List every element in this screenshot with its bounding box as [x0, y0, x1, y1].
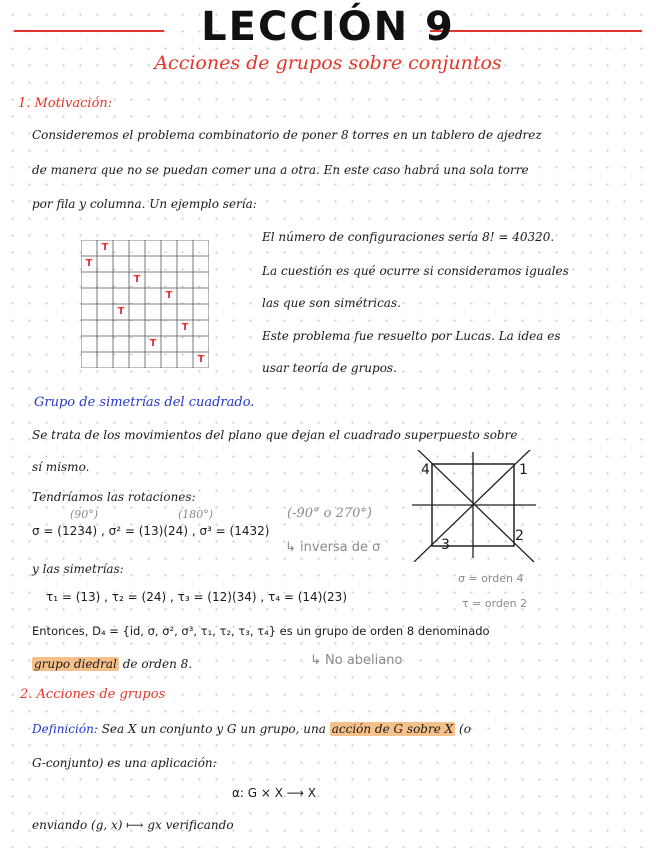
rook-mark: T [85, 258, 93, 269]
conclusion-line: Entonces, D₄ = {id, σ, σ², σ³, τ₁, τ₂, τ₃, τ₄} es un grupo de orden 8 denominado [32, 624, 490, 638]
section-actions-heading: 2. Acciones de grupos [20, 687, 166, 702]
action-map: α: G × X ⟶ X [232, 786, 317, 800]
side-line: las que son simétricas. [262, 296, 401, 310]
rook-mark: T [149, 338, 157, 349]
rotations-label: Tendríamos las rotaciones: [32, 490, 196, 504]
rook-mark: T [117, 306, 125, 317]
symmetry-group-heading: Grupo de simetrías del cuadrado. [34, 395, 255, 410]
rook-mark: T [165, 290, 173, 301]
order-note-sigma: σ = orden 4 [458, 572, 524, 585]
definition-highlight: acción de G sobre X [331, 722, 454, 736]
rook-mark: T [197, 354, 205, 365]
definition-label: Definición: [32, 722, 98, 736]
vertex-label-4: 4 [421, 462, 430, 478]
rook-mark: T [133, 274, 141, 285]
vertex-label-1: 1 [519, 462, 528, 478]
page-title: LECCIÓN 9 [201, 4, 455, 50]
section-motivation-heading: 1. Motivación: [18, 96, 113, 111]
rotations-formula: σ = (1234) , σ² = (13)(24) , σ³ = (1432) [32, 524, 270, 538]
paragraph-line: Consideremos el problema combinatorio de poner 8 torres en un tablero de ajedrez [32, 128, 542, 142]
last-line: enviando (g, x) ⟼ gx verificando [32, 818, 234, 832]
order-note-tau: τ = orden 2 [462, 597, 528, 610]
side-line: usar teoría de grupos. [262, 361, 397, 375]
page-subtitle: Acciones de grupos sobre conjuntos [154, 52, 502, 74]
dihedral-highlight: grupo diedral [34, 657, 117, 671]
rook-mark: T [101, 242, 109, 253]
dihedral-line [32, 657, 192, 671]
symmetries-label: y las simetrías: [32, 562, 124, 576]
side-line: Este problema fue resuelto por Lucas. La idea es [262, 329, 561, 343]
rook-mark: T [181, 322, 189, 333]
definition-text: Sea X un conjunto y G un grupo, una [101, 722, 326, 736]
definition-line-2: G-conjunto) es una aplicación: [32, 756, 217, 770]
paragraph-line: por fila y columna. Un ejemplo sería: [32, 197, 257, 211]
vertex-label-2: 2 [515, 528, 524, 544]
symmetries-formula: τ₁ = (13) , τ₂ = (24) , τ₃ = (12)(34) , τ₄ = (14)(23) [46, 590, 348, 604]
rotation-degree-90: (90°) [70, 508, 99, 521]
non-abelian-note: ↳ No abeliano [310, 653, 403, 668]
rotation-degree-270: (-90° o 270°) [287, 506, 372, 521]
rotation-degree-180: (180°) [178, 508, 214, 521]
dihedral-rest: de orden 8. [122, 657, 193, 671]
inverse-note: ↳ inversa de σ [285, 540, 381, 555]
side-line: El número de configuraciones sería 8! = 40320. [262, 230, 555, 244]
paragraph-line: de manera que no se puedan comer una a otra. En este caso habrá una sola torre [32, 163, 529, 177]
side-line: La cuestión es qué ocurre si consideramos iguales [262, 264, 569, 278]
paragraph-line: sí mismo. [32, 460, 90, 474]
paragraph-line: Se trata de los movimientos del plano que dejan el cuadrado superpuesto sobre [32, 428, 518, 442]
definition-line [32, 722, 471, 736]
definition-text-end: (o [459, 722, 471, 736]
vertex-label-3: 3 [441, 537, 450, 553]
